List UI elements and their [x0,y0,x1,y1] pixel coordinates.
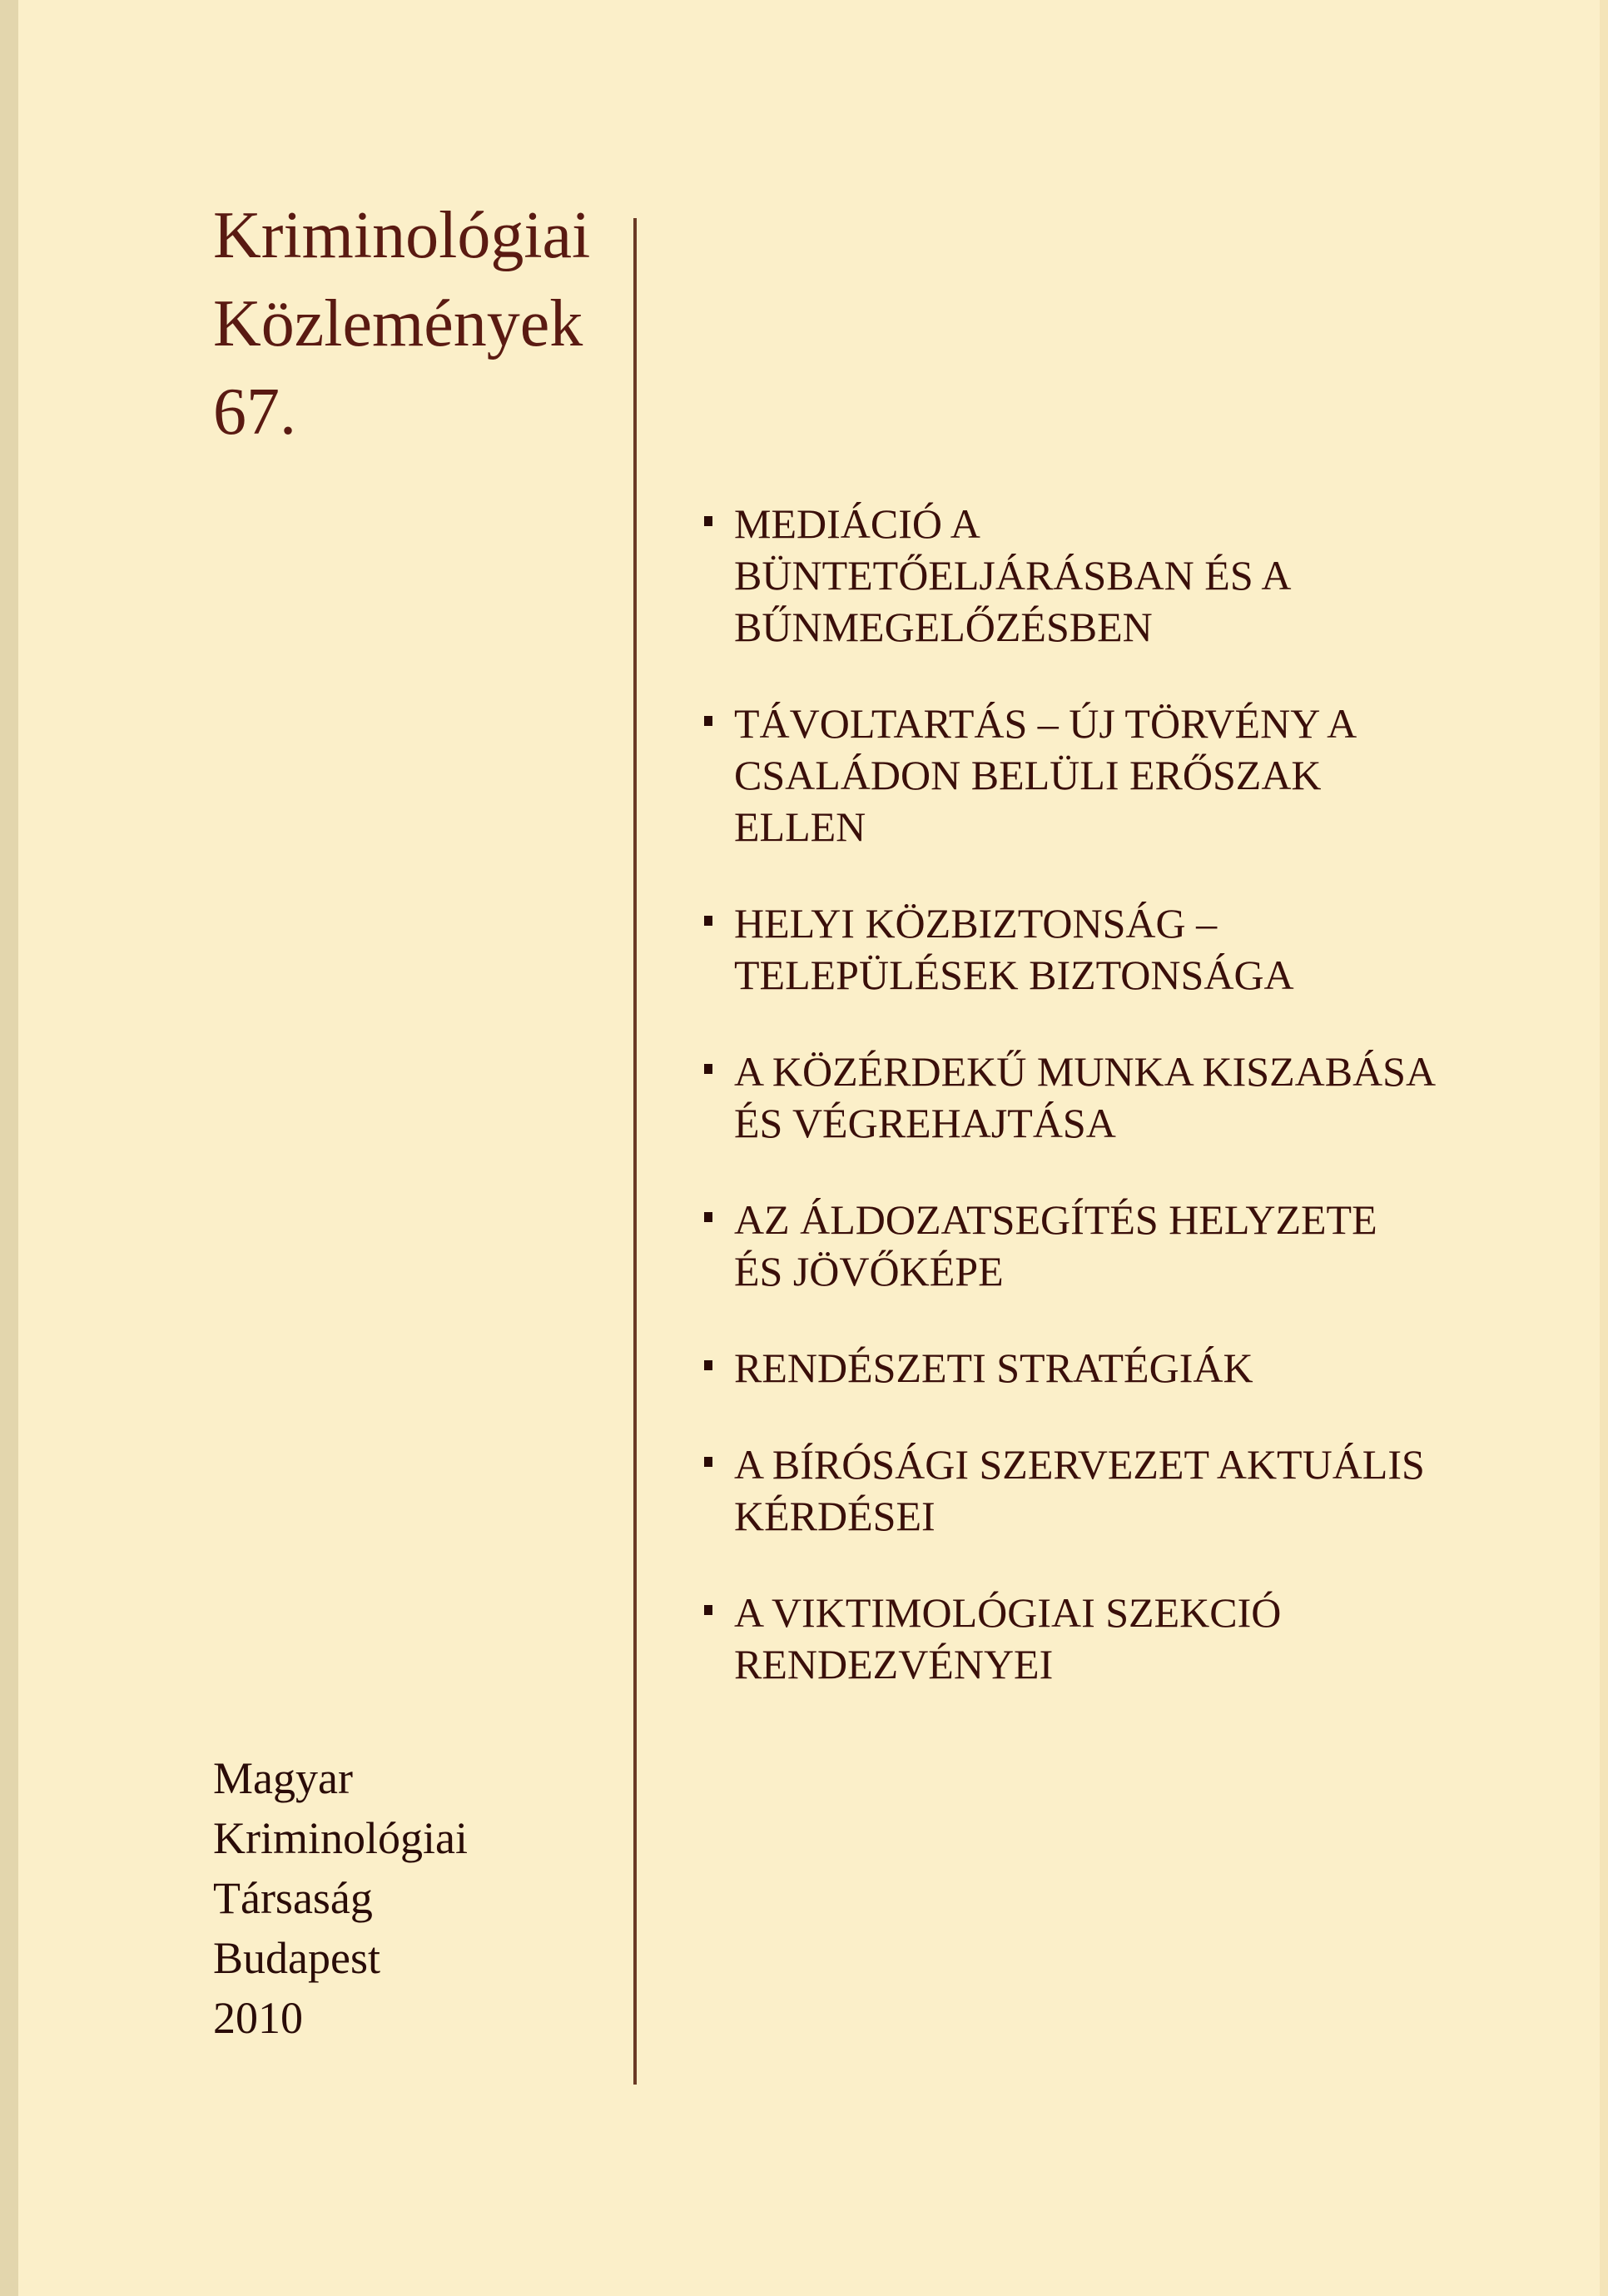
topic-line: BÜNTETŐELJÁRÁSBAN ÉS A [734,552,1292,599]
bullet-icon [704,1212,712,1222]
bullet-icon [704,1605,712,1615]
bullet-icon [704,1064,712,1074]
topic-line: ÉS JÖVŐKÉPE [734,1248,1004,1295]
topic-line: A BÍRÓSÁGI SZERVEZET AKTUÁLIS [734,1441,1425,1488]
publication-year: 2010 [213,1993,303,2043]
topic-line: BŰNMEGELŐZÉSBEN [734,604,1153,650]
topic-line: AZ ÁLDOZATSEGÍTÉS HELYZETE [734,1196,1377,1243]
topic-item [704,1439,1545,1542]
topic-item [704,1046,1545,1149]
publisher-city: Budapest [213,1933,380,1983]
topic-item [704,1194,1545,1297]
publisher-block [213,1748,468,2048]
spine-edge [0,0,18,2296]
bullet-icon [704,916,712,926]
bullet-icon [704,516,712,526]
vertical-divider [633,218,637,2085]
right-edge [1600,0,1608,2296]
series-title-line-1: Kriminológiai [213,199,591,272]
topic-line: TELEPÜLÉSEK BIZTONSÁGA [734,952,1294,998]
topic-line: A KÖZÉRDEKŰ MUNKA KISZABÁSA [734,1048,1437,1095]
topic-line: RENDÉSZETI STRATÉGIÁK [734,1344,1253,1391]
topic-line: ELLEN [734,803,866,850]
bullet-icon [704,1360,712,1370]
series-number: 67. [213,375,296,449]
topic-line: MEDIÁCIÓ A [734,500,980,547]
topic-line: TÁVOLTARTÁS – ÚJ TÖRVÉNY A [734,700,1357,747]
series-title-line-2: Közlemények [213,287,583,360]
publisher-line-2: Kriminológiai [213,1813,468,1863]
publisher-line-1: Magyar [213,1753,353,1803]
topic-item [704,897,1545,1001]
topic-line: HELYI KÖZBIZTONSÁG – [734,900,1218,947]
topic-line: KÉRDÉSEI [734,1493,936,1539]
topic-list [704,498,1545,1735]
publisher-line-3: Társaság [213,1873,373,1923]
topic-line: CSALÁDON BELÜLI ERŐSZAK [734,752,1322,798]
topic-line: A VIKTIMOLÓGIAI SZEKCIÓ [734,1589,1282,1636]
topic-item [704,1587,1545,1690]
series-title [213,191,590,456]
topic-line: RENDEZVÉNYEI [734,1641,1054,1687]
topic-item [704,698,1545,852]
bullet-icon [704,1457,712,1467]
topic-item [704,1342,1545,1394]
topic-item [704,498,1545,653]
bullet-icon [704,716,712,726]
topic-line: ÉS VÉGREHAJTÁSA [734,1100,1116,1146]
